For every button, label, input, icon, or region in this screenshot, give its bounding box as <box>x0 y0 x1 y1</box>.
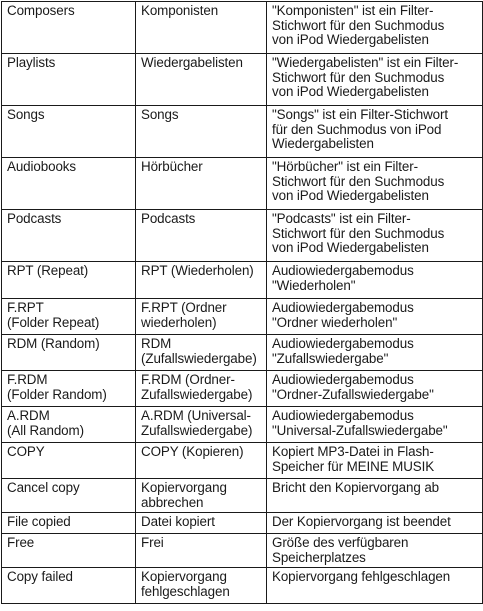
cell-description: "Komponisten" ist ein Filter- Stichwort für den Suchmodus von iPod Wiedergabelisten <box>267 2 483 54</box>
table-row <box>2 106 483 158</box>
cell-english-term: Free <box>2 534 136 568</box>
table-row <box>2 568 483 604</box>
table-row <box>2 210 483 262</box>
cell-description: "Wiedergabelisten" ist ein Filter- Stichwort für den Suchmodus von iPod Wiedergabelisten <box>267 54 483 106</box>
cell-english-term: Songs <box>2 106 136 158</box>
cell-description: Audiowiedergabemodus "Ordner wiederholen" <box>267 299 483 335</box>
cell-english-term: Audiobooks <box>2 158 136 210</box>
cell-german-term: Songs <box>136 106 267 158</box>
cell-english-term: A.RDM (All Random) <box>2 407 136 443</box>
translation-table <box>1 1 483 604</box>
cell-german-term: Wiedergabelisten <box>136 54 267 106</box>
cell-description: Kopiervorgang fehlgeschlagen <box>267 568 483 604</box>
table-row <box>2 299 483 335</box>
cell-description: "Podcasts" ist ein Filter- Stichwort für den Suchmodus von iPod Wiedergabelisten <box>267 210 483 262</box>
cell-description: Der Kopiervorgang ist beendet <box>267 513 483 534</box>
cell-german-term: F.RDM (Ordner- Zufallswiedergabe) <box>136 371 267 407</box>
cell-english-term: Playlists <box>2 54 136 106</box>
cell-english-term: Copy failed <box>2 568 136 604</box>
table-row <box>2 443 483 479</box>
cell-description: Audiowiedergabemodus "Universal-Zufallswiedergabe" <box>267 407 483 443</box>
cell-german-term: RDM (Zufallswiedergabe) <box>136 335 267 371</box>
table-row <box>2 513 483 534</box>
cell-german-term: Komponisten <box>136 2 267 54</box>
cell-english-term: Composers <box>2 2 136 54</box>
table-row <box>2 2 483 54</box>
cell-english-term: F.RPT (Folder Repeat) <box>2 299 136 335</box>
cell-description: "Hörbücher" ist ein Filter- Stichwort für den Suchmodus von iPod Wiedergabelisten <box>267 158 483 210</box>
cell-german-term: A.RDM (Universal- Zufallswiedergabe) <box>136 407 267 443</box>
table-row <box>2 407 483 443</box>
cell-english-term: File copied <box>2 513 136 534</box>
cell-german-term: Podcasts <box>136 210 267 262</box>
cell-description: Kopiert MP3-Datei in Flash- Speicher für MEINE MUSIK <box>267 443 483 479</box>
table-row <box>2 534 483 568</box>
cell-german-term: Kopiervorgang fehlgeschlagen <box>136 568 267 604</box>
cell-german-term: COPY (Kopieren) <box>136 443 267 479</box>
cell-german-term: Frei <box>136 534 267 568</box>
cell-german-term: RPT (Wiederholen) <box>136 262 267 299</box>
cell-german-term: Hörbücher <box>136 158 267 210</box>
cell-english-term: RPT (Repeat) <box>2 262 136 299</box>
cell-description: Audiowiedergabemodus "Zufallswiedergabe" <box>267 335 483 371</box>
cell-german-term: Datei kopiert <box>136 513 267 534</box>
cell-english-term: F.RDM (Folder Random) <box>2 371 136 407</box>
cell-description: "Songs" ist ein Filter-Stichwort für den Suchmodus von iPod Wiedergabelisten <box>267 106 483 158</box>
cell-english-term: Podcasts <box>2 210 136 262</box>
table-row <box>2 371 483 407</box>
cell-english-term: RDM (Random) <box>2 335 136 371</box>
cell-description: Größe des verfügbaren Speicherplatzes <box>267 534 483 568</box>
table-row <box>2 335 483 371</box>
cell-description: Bricht den Kopiervorgang ab <box>267 479 483 513</box>
table-row <box>2 262 483 299</box>
cell-english-term: COPY <box>2 443 136 479</box>
cell-english-term: Cancel copy <box>2 479 136 513</box>
cell-german-term: Kopiervorgang abbrechen <box>136 479 267 513</box>
cell-german-term: F.RPT (Ordner wiederholen) <box>136 299 267 335</box>
table-row <box>2 479 483 513</box>
cell-description: Audiowiedergabemodus "Wiederholen" <box>267 262 483 299</box>
table-row <box>2 158 483 210</box>
table-row <box>2 54 483 106</box>
cell-description: Audiowiedergabemodus "Ordner-Zufallswiedergabe" <box>267 371 483 407</box>
